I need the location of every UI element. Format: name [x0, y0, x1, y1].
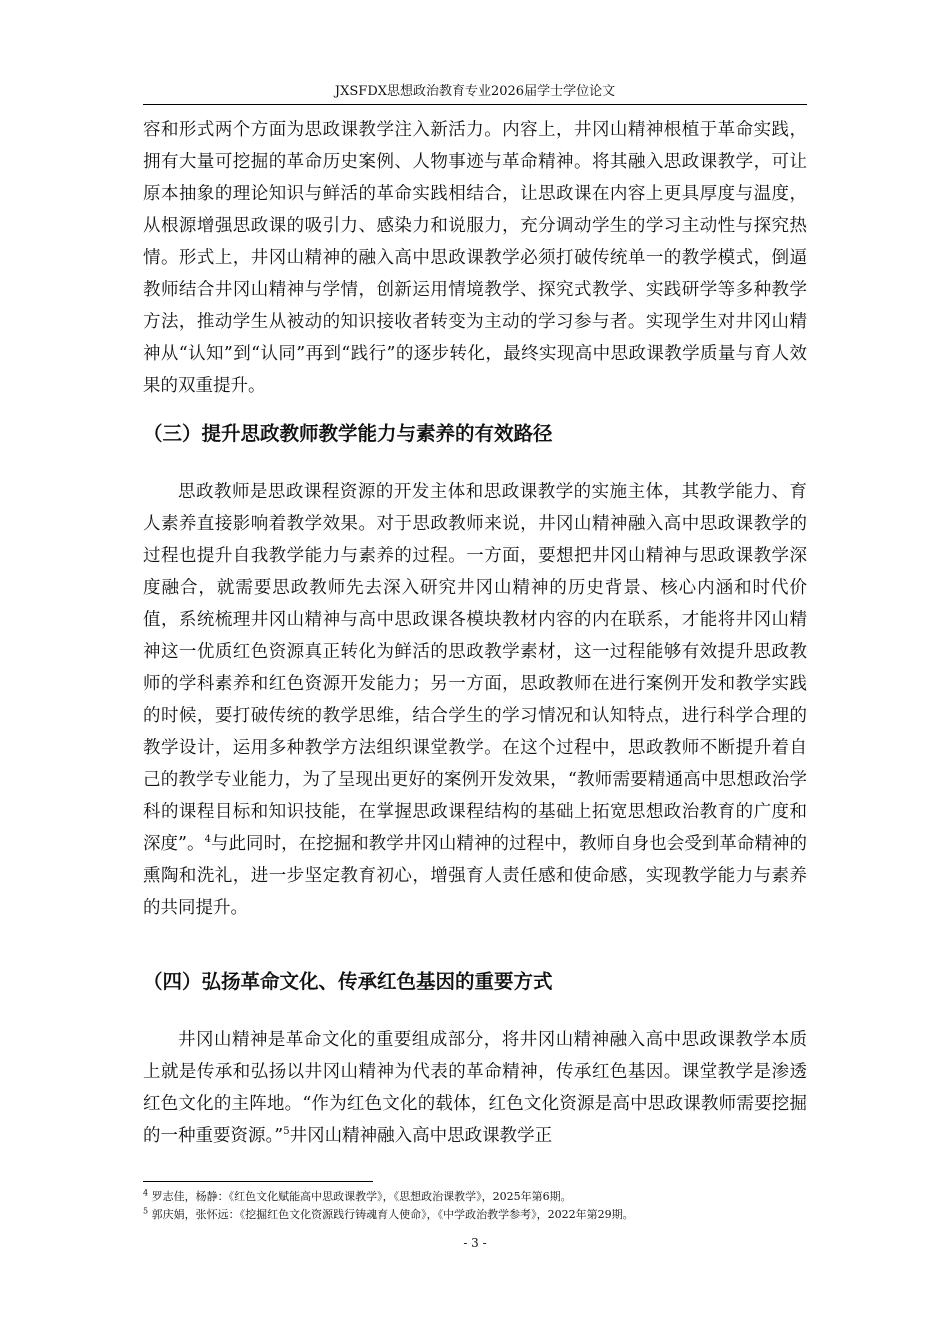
- paragraph-continued: [143, 114, 807, 402]
- section-heading-4: （四）弘扬革命文化、传承红色基因的重要方式: [143, 970, 553, 993]
- footnote-mark: 5: [143, 1206, 149, 1216]
- section-heading-3: （三）提升思政教师教学能力与素养的有效路径: [143, 422, 553, 445]
- footnote-mark: 4: [143, 1188, 149, 1198]
- page-header: JXSFDX思想政治教育专业2026届学士学位论文: [143, 80, 807, 105]
- footnote-text: 郭庆娟，张怀远：《挖掘红色文化资源践行铸魂育人使命》，《中学政治教学参考》，2022年第29期。: [151, 1208, 634, 1221]
- page-number: - 3 -: [463, 1236, 487, 1250]
- footnote-ref[interactable]: 4: [204, 834, 211, 846]
- footnotes: [143, 1188, 813, 1224]
- paragraph-text: 思政教师是思政课程资源的开发主体和思政课教学的实施主体，其教学能力、育人素养直接影响着教学效果。对于思政教师来说，井冈山精神融入高中思政课教学的过程也提升自我教学能力与素养的过程。一方面，要想把井冈山精神与思政课教学深度融合，就需要思政教师先去深入研究井冈山精神的历史背景、核心内涵和时代价值，系统梳理井冈山精神与高中思政课各模块教材内容的内在联系，才能将井冈山精神这一优质红色资源真正转化为鲜活的思政教学素材，这一过程能够有效提升思政教师的学科素养和红色资源开发能力；另一方面，思政教师在进行案例开发和教学实践的时候，要打破传统的教学思维，结合学生的学习情况和认知特点，进行科学合理的教学设计，运用多种教学方法组织课堂教学。在这个过程中，思政教师不断提升着自己的教学专业能力，为了呈现出更好的案例开发效果，“教师需要精通高中思想政治学科的课程目标和知识技能，在掌握思政课程结构的基础上拓宽思想政治教育的广度和深度”。: [143, 482, 807, 854]
- footnote-text: 罗志佳，杨静：《红色文化赋能高中思政课教学》，《思想政治课教学》，2025年第6期。: [151, 1190, 572, 1203]
- footnote-separator: [143, 1181, 373, 1182]
- paragraph-red-culture: [143, 1024, 807, 1152]
- footnote-item: [143, 1206, 813, 1224]
- footnote-ref[interactable]: 5: [283, 1126, 290, 1138]
- paragraph-teacher-ability: [143, 476, 807, 924]
- paragraph-text: 与此同时，在挖掘和教学井冈山精神的过程中，教师自身也会受到革命精神的熏陶和洗礼，进一步坚定教育初心，增强育人责任感和使命感，实现教学能力与素养的共同提升。: [143, 834, 807, 918]
- paragraph-text: 井冈山精神融入高中思政课教学正: [289, 1126, 553, 1146]
- paragraph-text: 井冈山精神是革命文化的重要组成部分，将井冈山精神融入高中思政课教学本质上就是传承和弘扬以井冈山精神为代表的革命精神，传承红色基因。课堂教学是渗透红色文化的主阵地。“作为红色文化的载体，红色文化资源是高中思政课教师需要挖掘的一种重要资源。”: [143, 1030, 807, 1146]
- paragraph-text: 容和形式两个方面为思政课教学注入新活力。内容上，井冈山精神根植于革命实践，拥有大量可挖掘的革命历史案例、人物事迹与革命精神。将其融入思政课教学，可让原本抽象的理论知识与鲜活的革命实践相结合，让思政课在内容上更具厚度与温度，从根源增强思政课的吸引力、感染力和说服力，充分调动学生的学习主动性与探究热情。形式上，井冈山精神的融入高中思政课教学必须打破传统单一的教学模式，倒逼教师结合井冈山精神与学情，创新运用情境教学、探究式教学、实践研学等多种教学方法，推动学生从被动的知识接收者转变为主动的学习参与者。实现学生对井冈山精神从“认知”到“认同”再到“践行”的逐步转化，最终实现高中思政课教学质量与育人效果的双重提升。: [143, 120, 807, 396]
- footnote-item: [143, 1188, 813, 1206]
